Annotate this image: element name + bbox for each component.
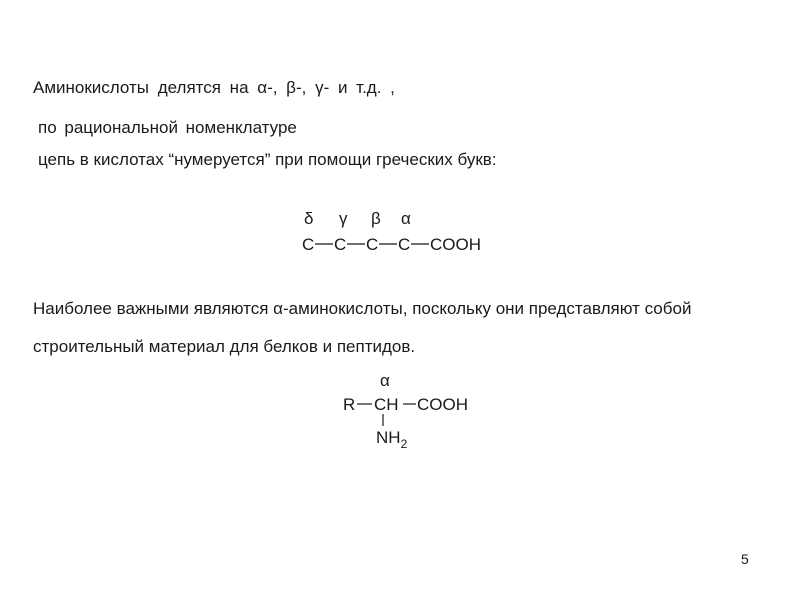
- intro-line: Аминокислоты делятся на α-, β-, γ- и т.д. ,: [33, 78, 395, 97]
- alpha-position-label: α: [380, 371, 390, 390]
- gamma-label: γ: [339, 209, 348, 228]
- amino-group: $NH_2$: [376, 428, 408, 451]
- carbon-beta: C: [366, 235, 379, 254]
- alpha-label: α: [401, 209, 411, 228]
- page-number: 5: [741, 551, 749, 567]
- alpha-amino-acids-line: Наиболее важными являются α-аминокислоты, поскольку они представляют собой: [33, 299, 692, 318]
- alpha-amino-acid-structure: [340, 368, 490, 458]
- alpha-carbon: CH: [374, 395, 399, 414]
- amino-subscript: 2: [400, 437, 408, 451]
- carboxyl-group: COOH: [430, 235, 481, 254]
- carbon-gamma: C: [334, 235, 347, 254]
- delta-label: δ: [304, 209, 314, 228]
- carboxyl-group: COOH: [417, 395, 468, 414]
- building-material-line: строительный материал для белков и пептидов.: [33, 337, 416, 356]
- beta-label: β: [371, 209, 381, 228]
- carbon-chain-structure: [302, 207, 502, 257]
- nomenclature-line: по рациональной номенклатуре: [38, 118, 297, 137]
- r-group: R: [343, 395, 356, 414]
- carbon-alpha: C: [398, 235, 411, 254]
- carbon-delta: C: [302, 235, 315, 254]
- numbering-line: цепь в кислотах “нумеруется” при помощи греческих букв:: [38, 150, 497, 169]
